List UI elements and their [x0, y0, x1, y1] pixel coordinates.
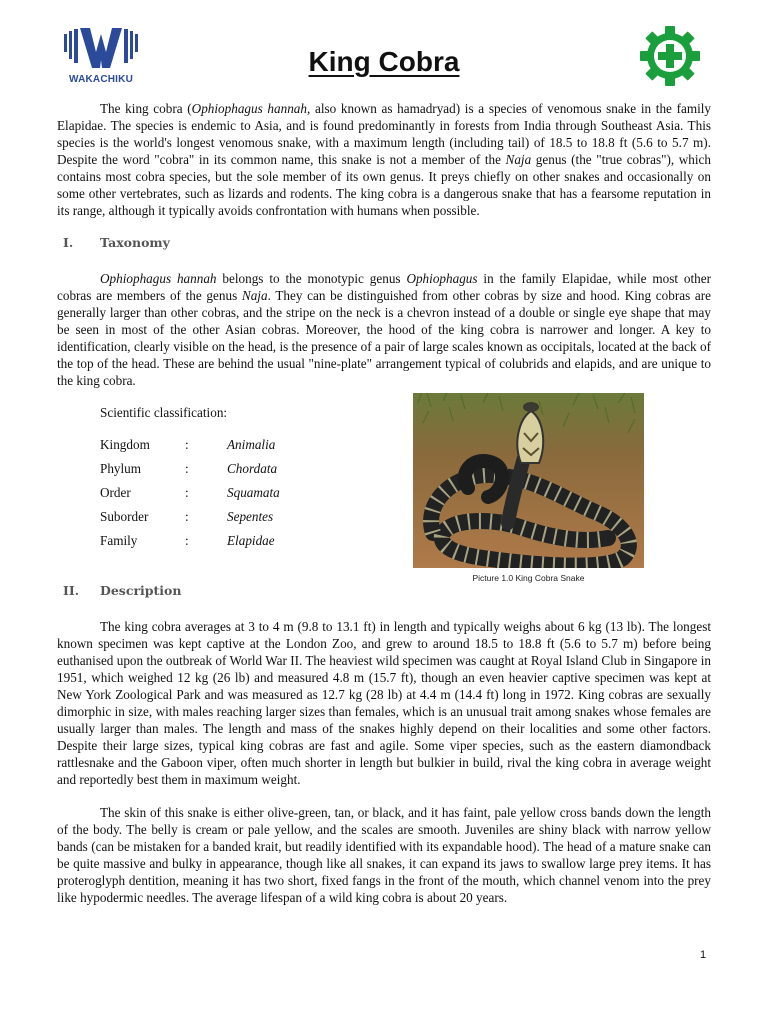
- classification-row: [100, 461, 280, 485]
- classification-separator: :: [185, 533, 189, 548]
- green-cross-gear-icon: [638, 24, 702, 88]
- taxonomy-text-5: Naja: [241, 288, 268, 303]
- taxonomy-heading: [63, 235, 170, 250]
- classification-rank: Suborder: [100, 509, 149, 524]
- classification-taxon: Sepentes: [227, 509, 274, 524]
- classification-table: [100, 437, 280, 557]
- classification-taxon: Chordata: [227, 461, 278, 476]
- taxonomy-heading-text: Taxonomy: [100, 235, 170, 250]
- classification-separator: :: [185, 437, 189, 452]
- taxonomy-number: I.: [63, 235, 74, 250]
- classification-row: [100, 437, 280, 461]
- taxonomy-text-2: belongs to the monotypic genus: [216, 271, 407, 286]
- classification-taxon: Elapidae: [227, 533, 275, 548]
- page-number: 1: [700, 949, 707, 961]
- classification-label: Scientific classification:: [100, 405, 228, 420]
- intro-paragraph: [57, 100, 711, 219]
- description-heading-text: Description: [100, 583, 182, 598]
- description-paragraph-1: The king cobra averages at 3 to 4 m (9.8 to 13.1 ft) in length and typically weighs about 6 kg (13 lb). The longest known specimen was kept captive at the London Zoo, and grew to around 18.5 to 18.8 ft (5.6 to 5.7 m) before being euthanised upon the outbreak of World War II. The heaviest wild specimen was caught at Royal Island Club in Singapore in 1951, which weighed 12 kg (26 lb) and measured 4.8 m (15.7 ft), though an even heavier captive specimen was kept at New York Zoological Park and was measured as 12.7 kg (28 lb) at 4.4 m (14.4 ft) long in 1972. King cobras are sexually dimorphic in size, with males reaching larger sizes than females, which is an unusual trait among snakes whose females are usually larger than males. The length and mass of the snakes highly depend on their localities and some other factors. Despite their large sizes, typical king cobras are fast and agile. Some viper species, such as the eastern diamondback rattlesnake and the Gaboon viper, often much shorter in length but bulkier in build, rival the king cobra in average weight and reportedly best them in maximum weight.: [57, 619, 711, 787]
- intro-text-1: The king cobra (: [100, 101, 192, 116]
- intro-scientific-name: Ophiophagus hannah: [191, 101, 307, 116]
- description-heading: [63, 583, 181, 598]
- classification-row: [100, 485, 280, 509]
- classification-separator: :: [185, 461, 189, 476]
- classification-separator: :: [185, 509, 189, 524]
- classification-row: [100, 509, 280, 533]
- description-number: II.: [63, 583, 80, 598]
- king-cobra-image: [413, 393, 644, 568]
- document-title: King Cobra: [308, 46, 460, 77]
- company-logo-text: WAKACHIKU: [68, 74, 134, 85]
- taxonomy-paragraph: [57, 270, 711, 389]
- intro-text-3: genus (the "true cobras"), which contains most cobra species, but the sole member of its own genus. It preys chiefly on other snakes and occasionally on some other vertebrates, such as lizards and rodents. The king cobra is a dangerous snake that has a fearsome reputation in its range, although it typically avoids confrontation with humans when possible.: [57, 152, 712, 218]
- classification-separator: :: [185, 485, 189, 500]
- classification-taxon: Squamata: [227, 485, 280, 500]
- classification-rank: Order: [100, 485, 131, 500]
- classification-rank: Kingdom: [100, 437, 150, 452]
- classification-taxon: Animalia: [227, 437, 276, 452]
- intro-genus-naja: Naja: [505, 152, 532, 167]
- taxonomy-text-6: . They can be distinguished from other cobras by size and hood. King cobras are generally larger than other cobras, and the stripe on the neck is a chevron instead of a double or single eye shape that may be seen in most of the other Asian cobras. Moreover, the hood of the king cobra is narrower and longer. A key to identification, clearly visible on the head, is the presence of a pair of large scales known as occipitals, located at the back of the top of the head. These are behind the usual "nine-plate" arrangement typical of colubrids and elapids, and are unique to the king cobra.: [57, 288, 711, 388]
- safety-logo: [638, 24, 702, 88]
- photo-caption: Picture 1.0 King Cobra Snake: [472, 573, 585, 583]
- taxonomy-text-1: Ophiophagus hannah: [100, 271, 217, 286]
- classification-rank: Family: [100, 533, 138, 548]
- king-cobra-photo: [413, 393, 644, 568]
- classification-rank: Phylum: [100, 461, 142, 476]
- taxonomy-text-3: Ophiophagus: [406, 271, 478, 286]
- intro-text-2: , also known as hamadryad) is a species of venomous snake in the family Elapidae. The species is endemic to Asia, and is found predominantly in forests from India through Southeast Asia. This species is the world's longest venomous snake, with a maximum length (including tail) of 18.5 to 18.8 ft (5.6 to 5.7 m). Despite the word "cobra" in its common name, this snake is not a member of the: [57, 101, 711, 167]
- description-paragraph-2: The skin of this snake is either olive-green, tan, or black, and it has faint, pale yellow cross bands down the length of the body. The belly is cream or pale yellow, and the scales are smooth. Juveniles are shiny black with narrow yellow bands (can be mistaken for a banded krait, but readily identified with its expandable hood). The head of a mature snake can be quite massive and bulky in appearance, though like all snakes, it can expand its jaws to swallow large prey items. It has proteroglyph dentition, meaning it has two short, fixed fangs in the front of the mouth, which channel venom into the prey like hypodermic needles. The average lifespan of a wild king cobra is about 20 years.: [57, 805, 711, 905]
- taxonomy-text-4: in the family Elapidae, while most other cobras are members of the genus: [57, 271, 711, 303]
- classification-row: [100, 533, 280, 557]
